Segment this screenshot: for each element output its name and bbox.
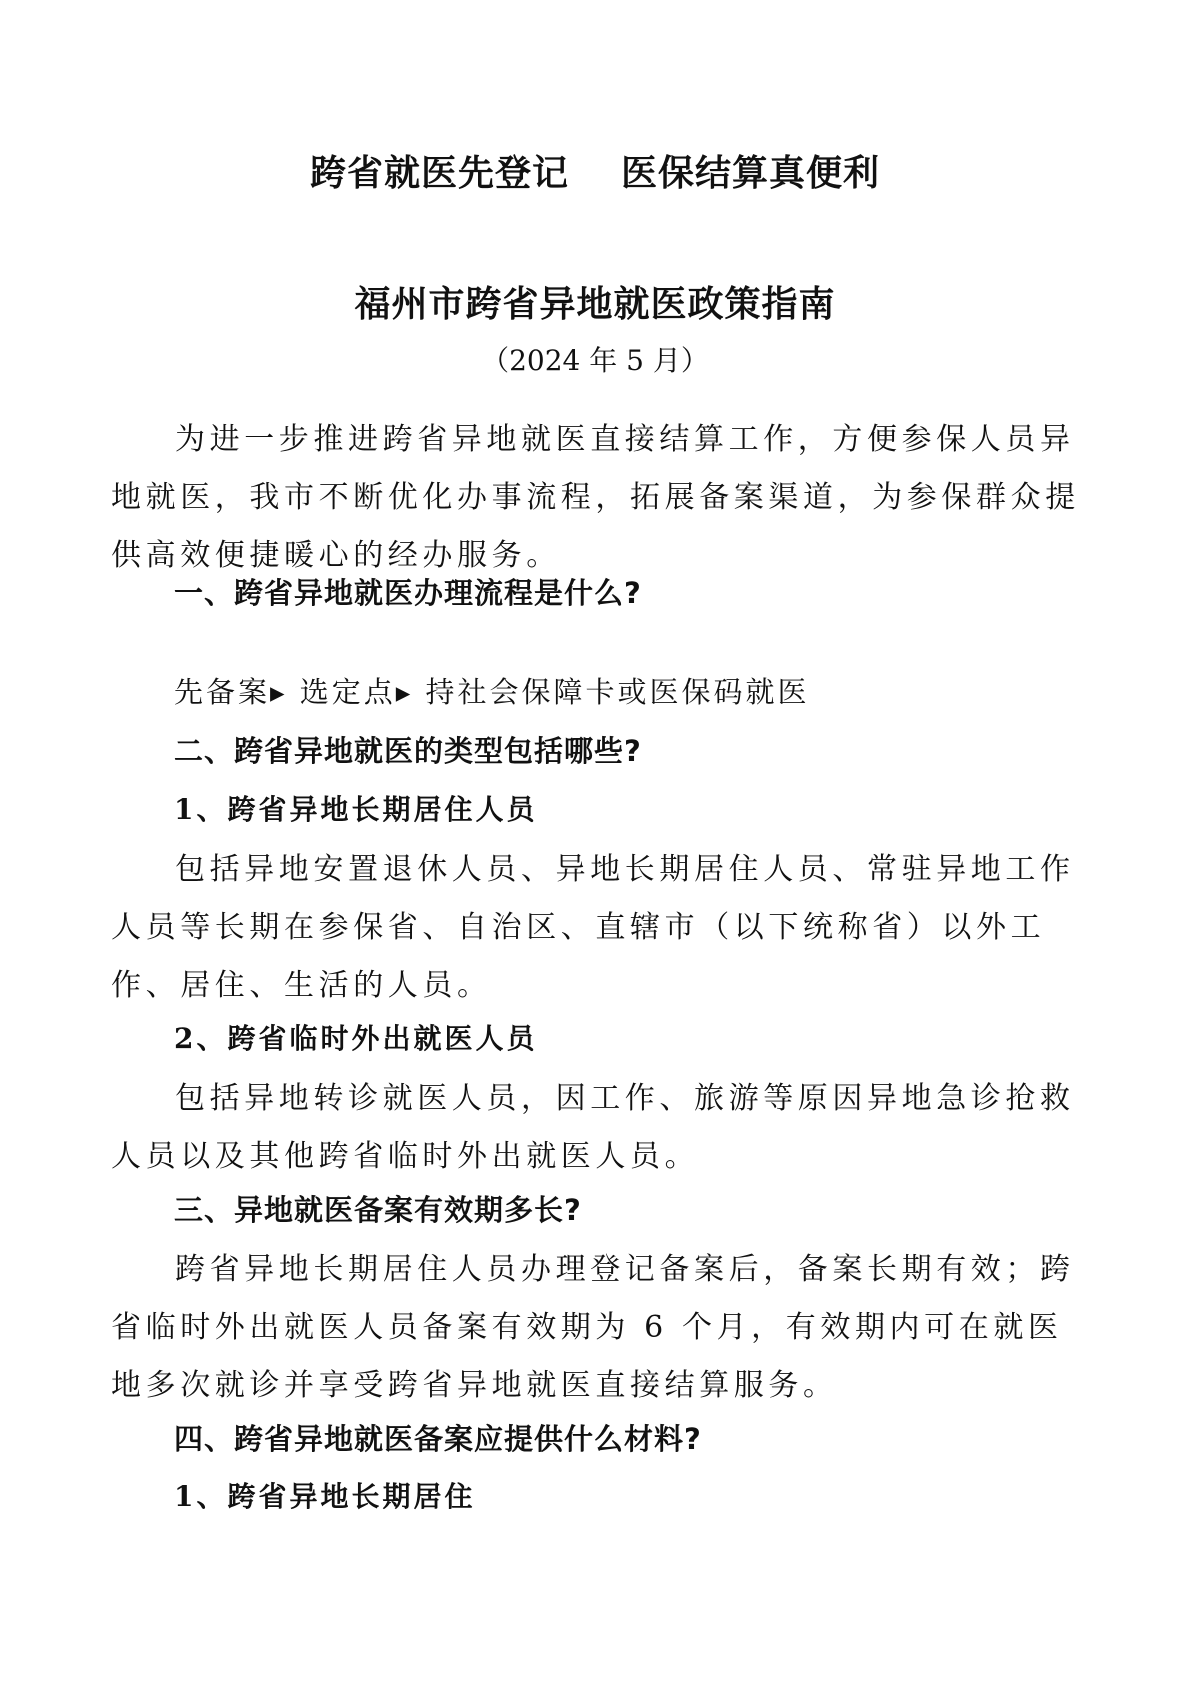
section2-item2-heading: 2、跨省临时外出就医人员 bbox=[174, 1022, 538, 1055]
section3-paragraph: 跨省异地长期居住人员办理登记备案后，备案长期有效；跨省临时外出就医人员备案有效期为 6 个月，有效期内可在就医地多次就诊并享受跨省异地就医直接结算服务。 bbox=[111, 1252, 1075, 1403]
section1-flow-text: 先备案▸ 选定点▸ 持社会保障卡或医保码就医 bbox=[174, 675, 810, 709]
section2-item1-heading: 1、跨省异地长期居住人员 bbox=[174, 793, 538, 826]
section4-item1-heading: 1、跨省异地长期居住 bbox=[174, 1480, 476, 1513]
document-title bbox=[0, 152, 1190, 196]
section2-heading: 二、跨省异地就医的类型包括哪些? bbox=[174, 734, 642, 768]
document-title-part2: 医保结算真便利 bbox=[621, 153, 881, 194]
document-subtitle: 福州市跨省异地就医政策指南 bbox=[354, 284, 836, 325]
section2-item2-paragraph: 包括异地转诊就医人员，因工作、旅游等原因异地急诊抢救人员以及其他跨省临时外出就医人员。 bbox=[111, 1081, 1075, 1174]
section2-item1-paragraph: 包括异地安置退休人员、异地长期居住人员、常驻异地工作人员等长期在参保省、自治区、直辖市（以下统称省）以外工作、居住、生活的人员。 bbox=[111, 852, 1075, 1003]
document-date: （2024 年 5 月） bbox=[481, 344, 709, 377]
section3-heading: 三、异地就医备案有效期多长? bbox=[174, 1193, 582, 1227]
section4-heading: 四、跨省异地就医备案应提供什么材料? bbox=[174, 1422, 702, 1456]
document-title-part1: 跨省就医先登记 bbox=[309, 153, 569, 194]
section1-heading: 一、跨省异地就医办理流程是什么? bbox=[174, 576, 642, 610]
intro-paragraph: 为进一步推进跨省异地就医直接结算工作，方便参保人员异地就医，我市不断优化办事流程，拓展备案渠道，为参保群众提供高效便捷暖心的经办服务。 bbox=[111, 422, 1080, 573]
